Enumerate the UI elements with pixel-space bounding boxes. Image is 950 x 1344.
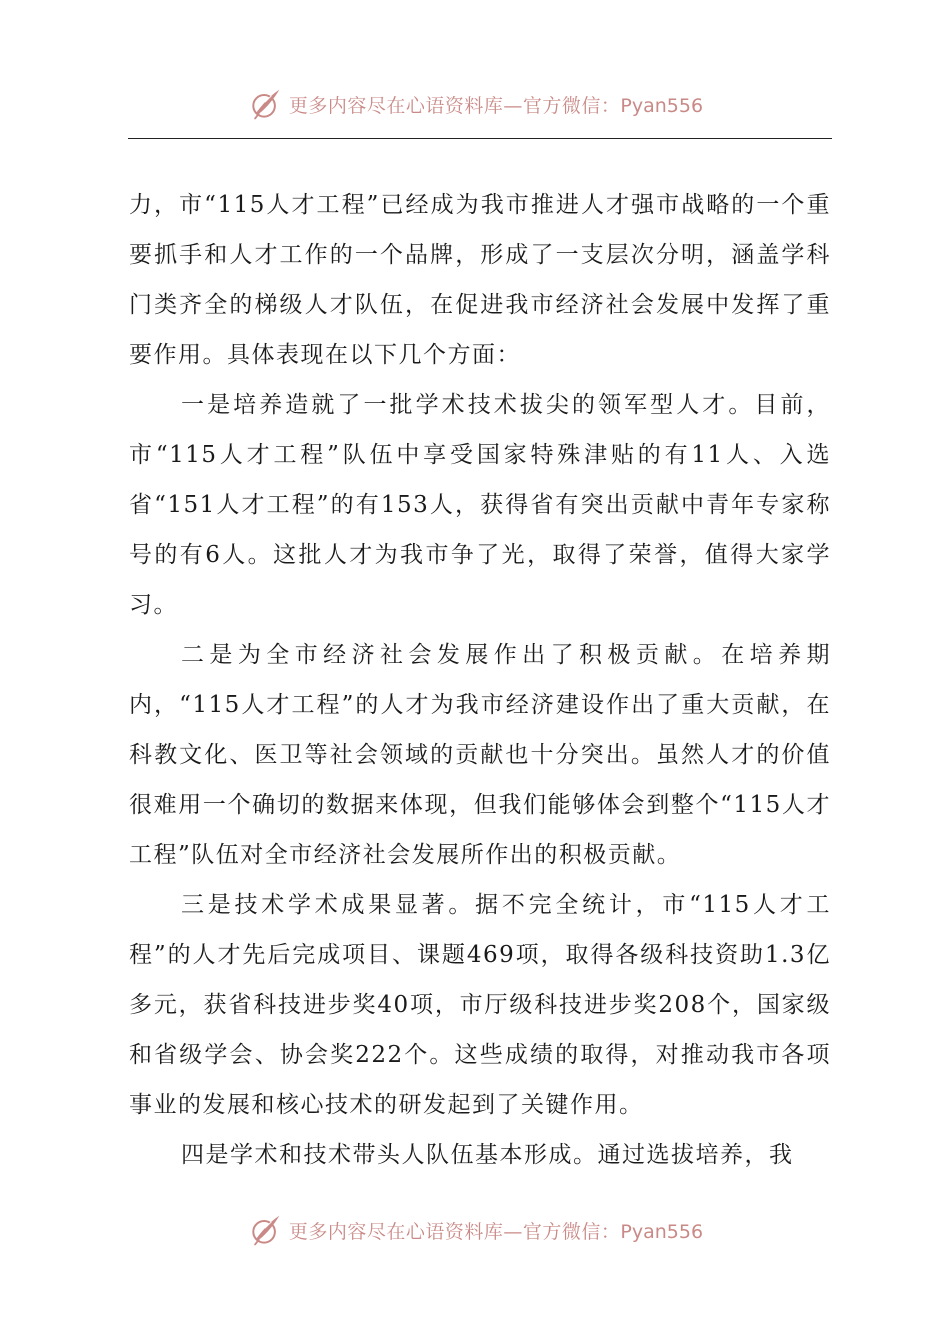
paragraph-point-two: 二是为全市经济社会发展作出了积极贡献。在培养期内，“115人才工程”的人才为我市经济建设作出了重大贡献，在科教文化、医卫等社会领域的贡献也十分突出。虽然人才的价值很难用一个确切的数据来体现，但我们能够体会到整个“115人才工程”队伍对全市经济社会发展所作出的积极贡献。 [129,642,831,868]
header-watermark-label: 更多内容尽在心语资料库—官方微信：Pyan556 [288,94,704,117]
paragraph-point-one: 一是培养造就了一批学术技术拔尖的领军型人才。目前，市“115人才工程”队伍中享受国家特殊津贴的有11人、入选省“151人才工程”的有153人，获得省有突出贡献中青年专家称号的有6人。这批人才为我市争了光，取得了荣誉，值得大家学习。 [129,392,831,618]
footer-watermark [0,1208,950,1252]
paragraph-point-four: 四是学术和技术带头人队伍基本形成。通过选拔培养，我 [181,1142,794,1168]
document-body [129,180,831,1180]
quill-pen-logo-icon [247,1212,283,1248]
footer-watermark-label: 更多内容尽在心语资料库—官方微信：Pyan556 [288,1220,704,1243]
header-rule [128,138,832,139]
header-watermark [0,82,950,126]
paragraph-point-three: 三是技术学术成果显著。据不完全统计，市“115人才工程”的人才先后完成项目、课题469项，取得各级科技资助1.3亿多元，获省科技进步奖40项，市厅级科技进步奖208个，国家级和省级学会、协会奖222个。这些成绩的取得，对推动我市各项事业的发展和核心技术的研发起到了关键作用。 [129,892,831,1118]
quill-pen-logo-icon [247,86,283,122]
paragraph-continuation: 力，市“115人才工程”已经成为我市推进人才强市战略的一个重要抓手和人才工作的一个品牌，形成了一支层次分明，涵盖学科门类齐全的梯级人才队伍，在促进我市经济社会发展中发挥了重要作用。具体表现在以下几个方面： [129,192,831,368]
